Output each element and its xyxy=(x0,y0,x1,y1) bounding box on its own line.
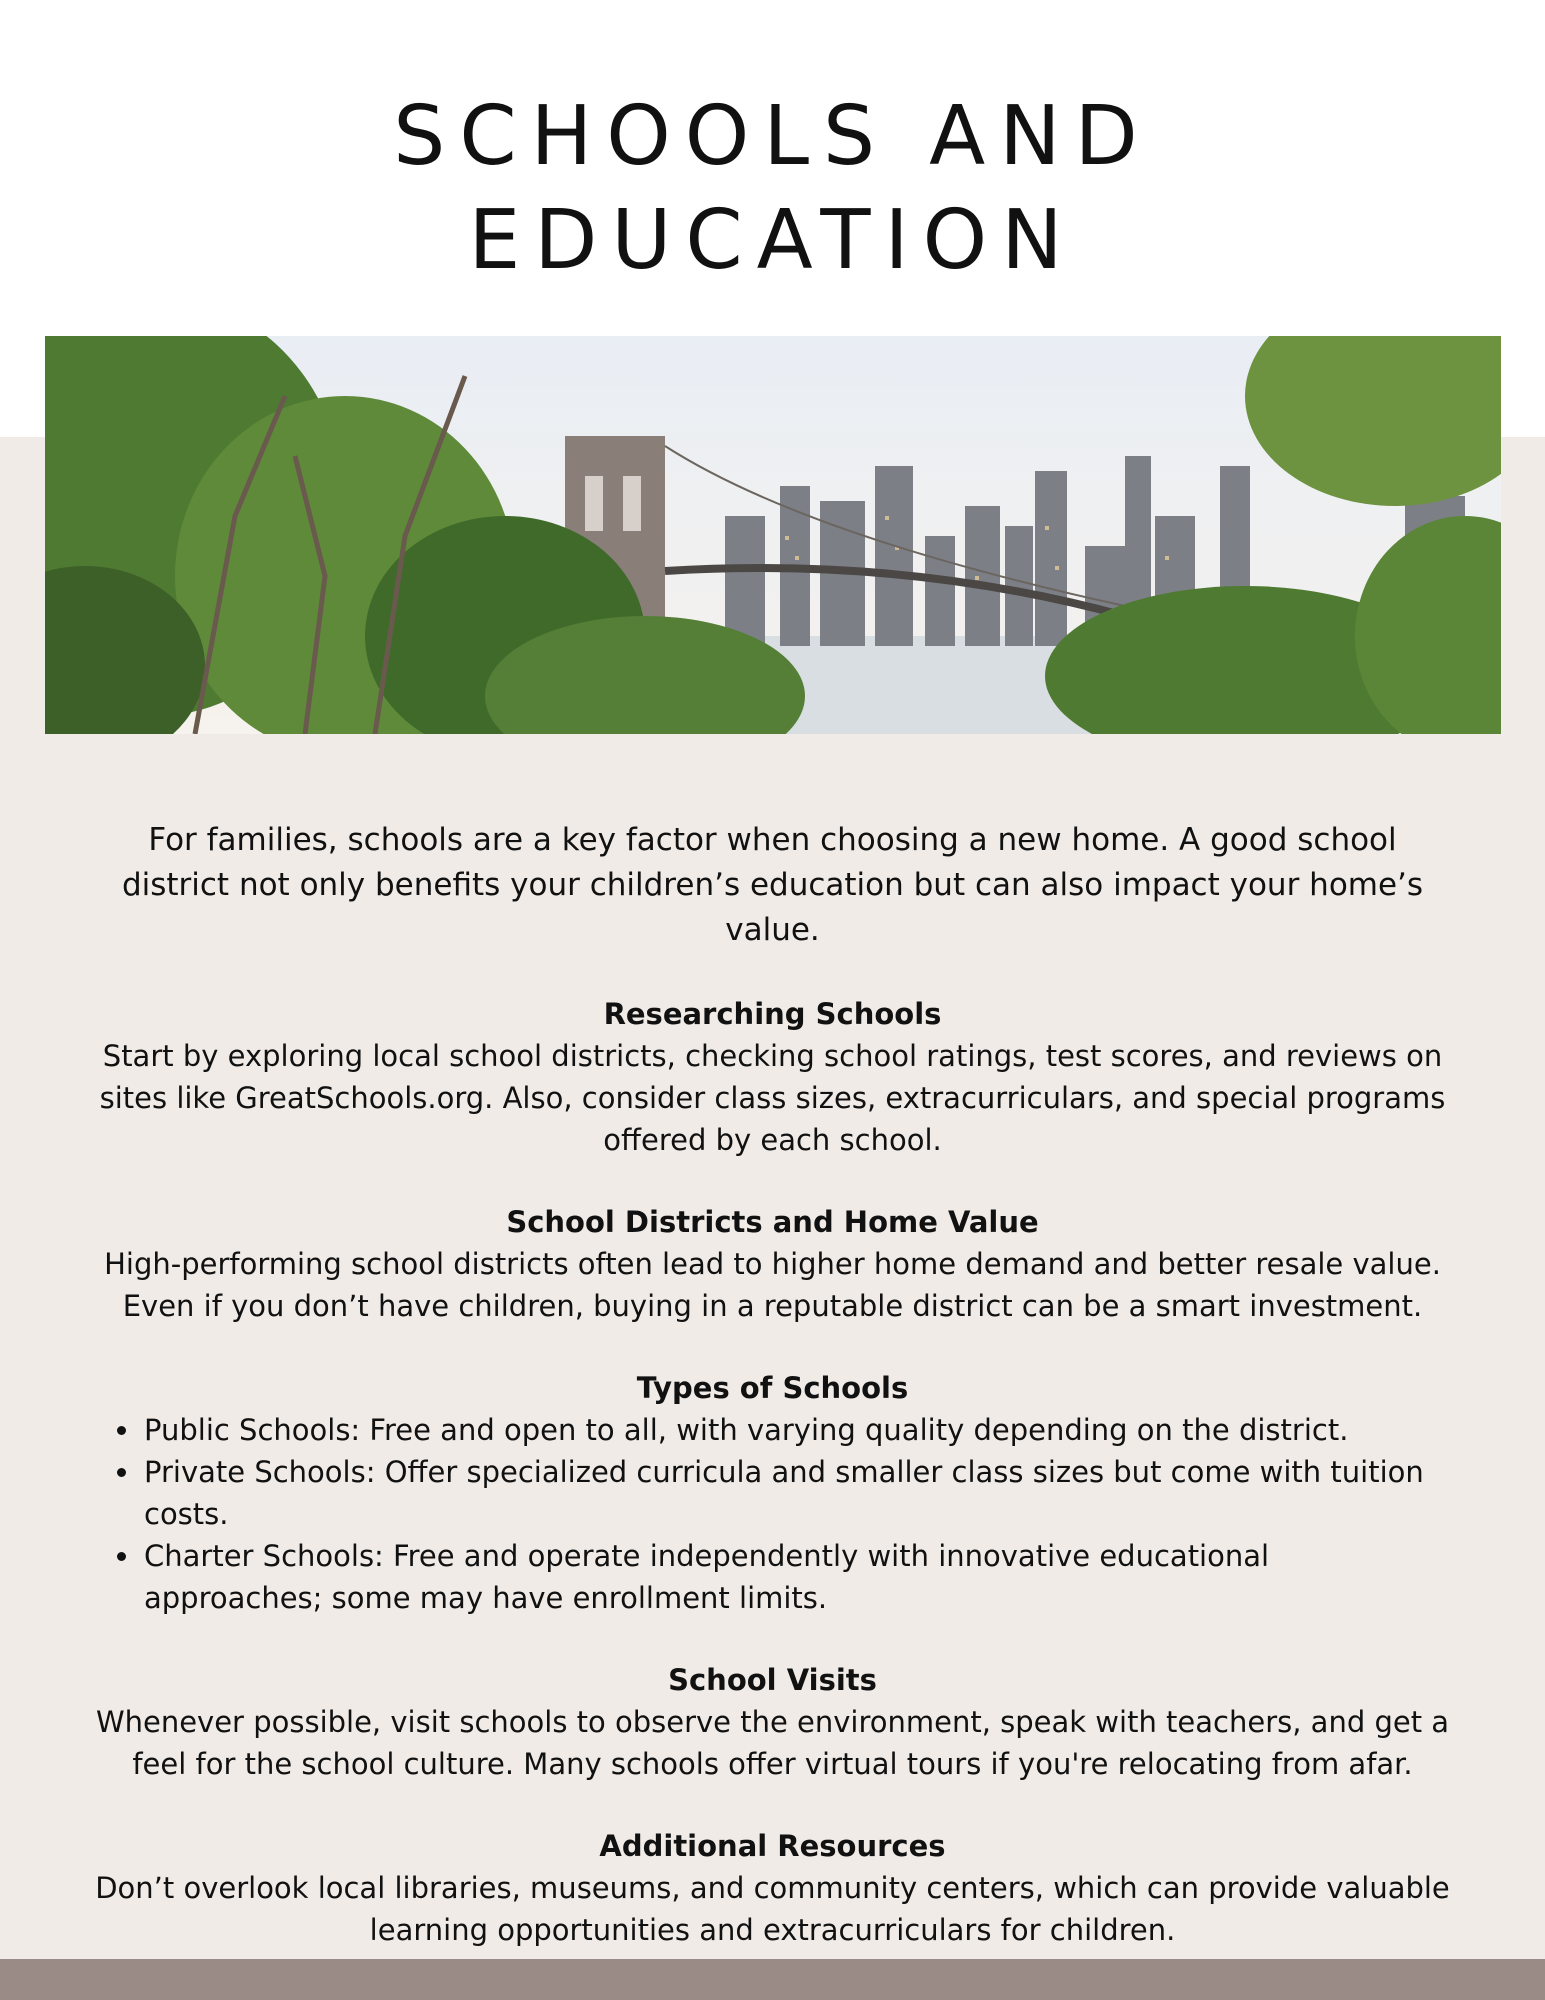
section-school-visits xyxy=(90,1659,1455,1785)
main-content xyxy=(90,818,1455,1951)
section-researching-schools xyxy=(90,993,1455,1161)
page-title xyxy=(0,85,1545,293)
school-types-list xyxy=(90,1409,1455,1619)
title-line-1: SCHOOLS AND xyxy=(393,89,1152,184)
section-heading: Types of Schools xyxy=(636,1371,909,1405)
section-types-of-schools xyxy=(90,1367,1455,1619)
section-body: Start by exploring local school districts, checking school ratings, test scores, and reviews on sites like GreatSchools.org. Also, consider class sizes, extracurriculars, and special programs offered by each school. xyxy=(99,1039,1446,1157)
hero-image xyxy=(45,336,1501,734)
title-line-2: EDUCATION xyxy=(468,193,1077,288)
section-body: Don’t overlook local libraries, museums, and community centers, which can provide valuable learning opportunities and extracurriculars for children. xyxy=(95,1871,1450,1947)
section-body: High-performing school districts often lead to higher home demand and better resale value. Even if you don’t have children, buying in a reputable district can be a smart investment. xyxy=(104,1247,1441,1323)
footer-bar xyxy=(0,1959,1545,2000)
list-item: • Private Schools: Offer specialized curricula and smaller class sizes but come with tuition costs. xyxy=(142,1451,1455,1535)
section-body: Whenever possible, visit schools to observe the environment, speak with teachers, and get a feel for the school culture. Many schools offer virtual tours if you're relocating from afar. xyxy=(95,1705,1450,1781)
list-item: • Charter Schools: Free and operate independently with innovative educational approaches; some may have enrollment limits. xyxy=(142,1535,1455,1619)
section-heading: School Districts and Home Value xyxy=(506,1205,1039,1239)
section-heading: Additional Resources xyxy=(599,1829,946,1863)
intro-paragraph: For families, schools are a key factor when choosing a new home. A good school district not only benefits your children’s education but can also impact your home’s value. xyxy=(121,822,1424,948)
skyline-illustration xyxy=(45,336,1501,734)
section-heading: School Visits xyxy=(668,1663,877,1697)
list-item: • Public Schools: Free and open to all, with varying quality depending on the district. xyxy=(142,1409,1455,1451)
section-heading: Researching Schools xyxy=(603,997,942,1031)
section-additional-resources xyxy=(90,1825,1455,1951)
section-districts-home-value xyxy=(90,1201,1455,1327)
